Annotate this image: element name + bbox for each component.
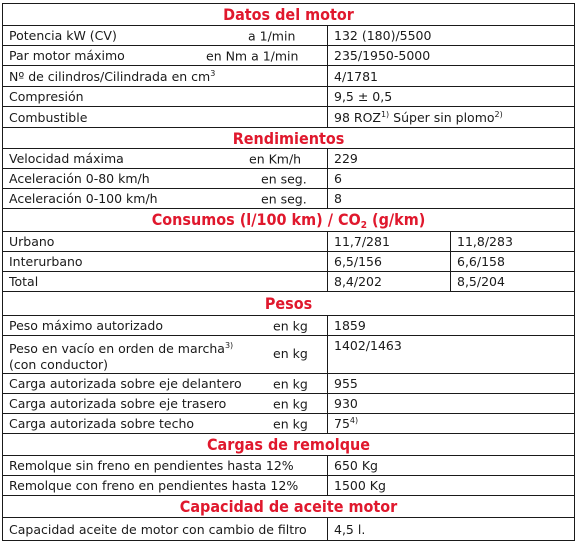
section-oil-header: [3, 496, 575, 518]
label-urban: Urbano: [3, 232, 328, 252]
unit-kerb-weight: en kg: [273, 346, 308, 361]
label-roof-load: Carga autorizada sobre techo: [9, 416, 195, 431]
label-total: Total: [3, 272, 328, 292]
spec-row-kerb-weight: [3, 336, 575, 374]
value-oil-capacity: 4,5 l.: [328, 518, 575, 541]
value-accel-80: 6: [328, 169, 575, 189]
unit-torque: en Nm a 1/min: [206, 48, 299, 63]
label-trailer-braked: Remolque con freno en pendientes hasta 12%: [3, 476, 328, 496]
label-front-axle: Carga autorizada sobre eje delantero: [9, 376, 242, 391]
value-front-axle: 955: [328, 374, 575, 394]
spec-row-fuel: [3, 107, 575, 128]
label-torque: Par motor máximo: [9, 48, 125, 63]
spec-row-oil-capacity: [3, 518, 575, 541]
value-compression: 9,5 ± 0,5: [328, 87, 575, 107]
label-cylinders-sup: 3: [210, 68, 216, 78]
value-trailer-unbraked: 650 Kg: [328, 456, 575, 476]
section-weights-header: [3, 292, 575, 316]
unit-front-axle: en kg: [273, 376, 308, 391]
value-accel-100: 8: [328, 189, 575, 209]
label-kerb-weight: Peso en vacío en orden de marcha: [9, 341, 225, 356]
value-roof-load-footnote: 4): [349, 416, 359, 425]
spec-row-cylinders: [3, 66, 575, 87]
value-cylinders: 4/1781: [328, 66, 575, 87]
value-extra-urban-1: 6,5/156: [328, 252, 451, 272]
unit-roof-load: en kg: [273, 416, 308, 431]
label-power: Potencia kW (CV): [9, 28, 117, 43]
label-fuel: Combustible: [3, 107, 328, 128]
label-kerb-weight-sup: 3): [224, 341, 234, 350]
value-roof-load-number: 75: [334, 416, 350, 431]
value-top-speed: 229: [328, 149, 575, 169]
unit-max-weight: en kg: [273, 318, 308, 333]
spec-row-trailer-unbraked: [3, 456, 575, 476]
spec-row-torque: [3, 46, 575, 66]
value-torque: 235/1950-5000: [328, 46, 575, 66]
value-rear-axle: 930: [328, 394, 575, 414]
value-total-2: 8,5/204: [451, 272, 575, 292]
unit-accel-80: en seg.: [261, 171, 307, 186]
label-max-weight: Peso máximo autorizado: [9, 318, 163, 333]
label-kerb-weight-line2: (con conductor): [9, 357, 109, 372]
consumption-title-subscript: 2: [360, 219, 368, 231]
spec-row-top-speed: [3, 149, 575, 169]
spec-row-rear-axle: [3, 394, 575, 414]
label-oil-capacity: Capacidad aceite de motor con cambio de filtro: [3, 518, 328, 541]
specifications-table: [2, 3, 575, 541]
value-fuel-footnote-1: 1): [380, 109, 390, 119]
spec-row-roof-load: [3, 414, 575, 434]
spec-row-total: [3, 272, 575, 292]
value-urban-2: 11,8/283: [451, 232, 575, 252]
value-roof-load: [328, 414, 575, 434]
label-trailer-unbraked: Remolque sin freno en pendientes hasta 12%: [3, 456, 328, 476]
spec-row-accel-100: [3, 189, 575, 209]
spec-row-compression: [3, 87, 575, 107]
spec-row-front-axle: [3, 374, 575, 394]
section-consumption-header: [3, 209, 575, 232]
spec-row-max-weight: [3, 316, 575, 336]
unit-power: a 1/min: [248, 28, 296, 43]
value-kerb-weight: 1402/1463: [328, 336, 575, 374]
unit-accel-100: en seg.: [261, 191, 307, 206]
label-accel-100: Aceleración 0-100 km/h: [9, 191, 158, 206]
value-max-weight: 1859: [328, 316, 575, 336]
section-title-engine: Datos del motor: [3, 4, 575, 26]
label-top-speed: Velocidad máxima: [9, 151, 124, 166]
section-title-trailer: Cargas de remolque: [3, 434, 575, 456]
spec-row-power: [3, 26, 575, 46]
section-title-weights: Pesos: [3, 292, 575, 316]
section-performance-header: [3, 128, 575, 149]
section-title-consumption: [3, 209, 575, 232]
value-power: 132 (180)/5500: [328, 26, 575, 46]
value-urban-1: 11,7/281: [328, 232, 451, 252]
value-fuel-type: Súper sin plomo: [389, 109, 495, 125]
value-total-1: 8,4/202: [328, 272, 451, 292]
value-extra-urban-2: 6,6/158: [451, 252, 575, 272]
section-title-oil: Capacidad de aceite motor: [3, 496, 575, 518]
spec-row-extra-urban: [3, 252, 575, 272]
spec-row-trailer-braked: [3, 476, 575, 496]
label-cylinders: Nº de cilindros/Cilindrada en cm: [9, 68, 211, 84]
label-rear-axle: Carga autorizada sobre eje trasero: [9, 396, 227, 411]
section-trailer-header: [3, 434, 575, 456]
section-engine-header: [3, 4, 575, 26]
value-fuel-octane: 98 ROZ: [334, 109, 381, 125]
consumption-title-unit: (g/km): [367, 209, 426, 229]
value-fuel: [328, 107, 575, 128]
label-accel-80: Aceleración 0-80 km/h: [9, 171, 150, 186]
consumption-title-text: Consumos (l/100 km) / CO: [151, 209, 361, 229]
label-compression: Compresión: [3, 87, 328, 107]
unit-rear-axle: en kg: [273, 396, 308, 411]
value-fuel-footnote-2: 2): [494, 109, 503, 119]
spec-row-urban: [3, 232, 575, 252]
unit-top-speed: en Km/h: [249, 151, 302, 166]
label-extra-urban: Interurbano: [3, 252, 328, 272]
spec-row-accel-80: [3, 169, 575, 189]
section-title-performance: Rendimientos: [3, 128, 575, 149]
value-trailer-braked: 1500 Kg: [328, 476, 575, 496]
